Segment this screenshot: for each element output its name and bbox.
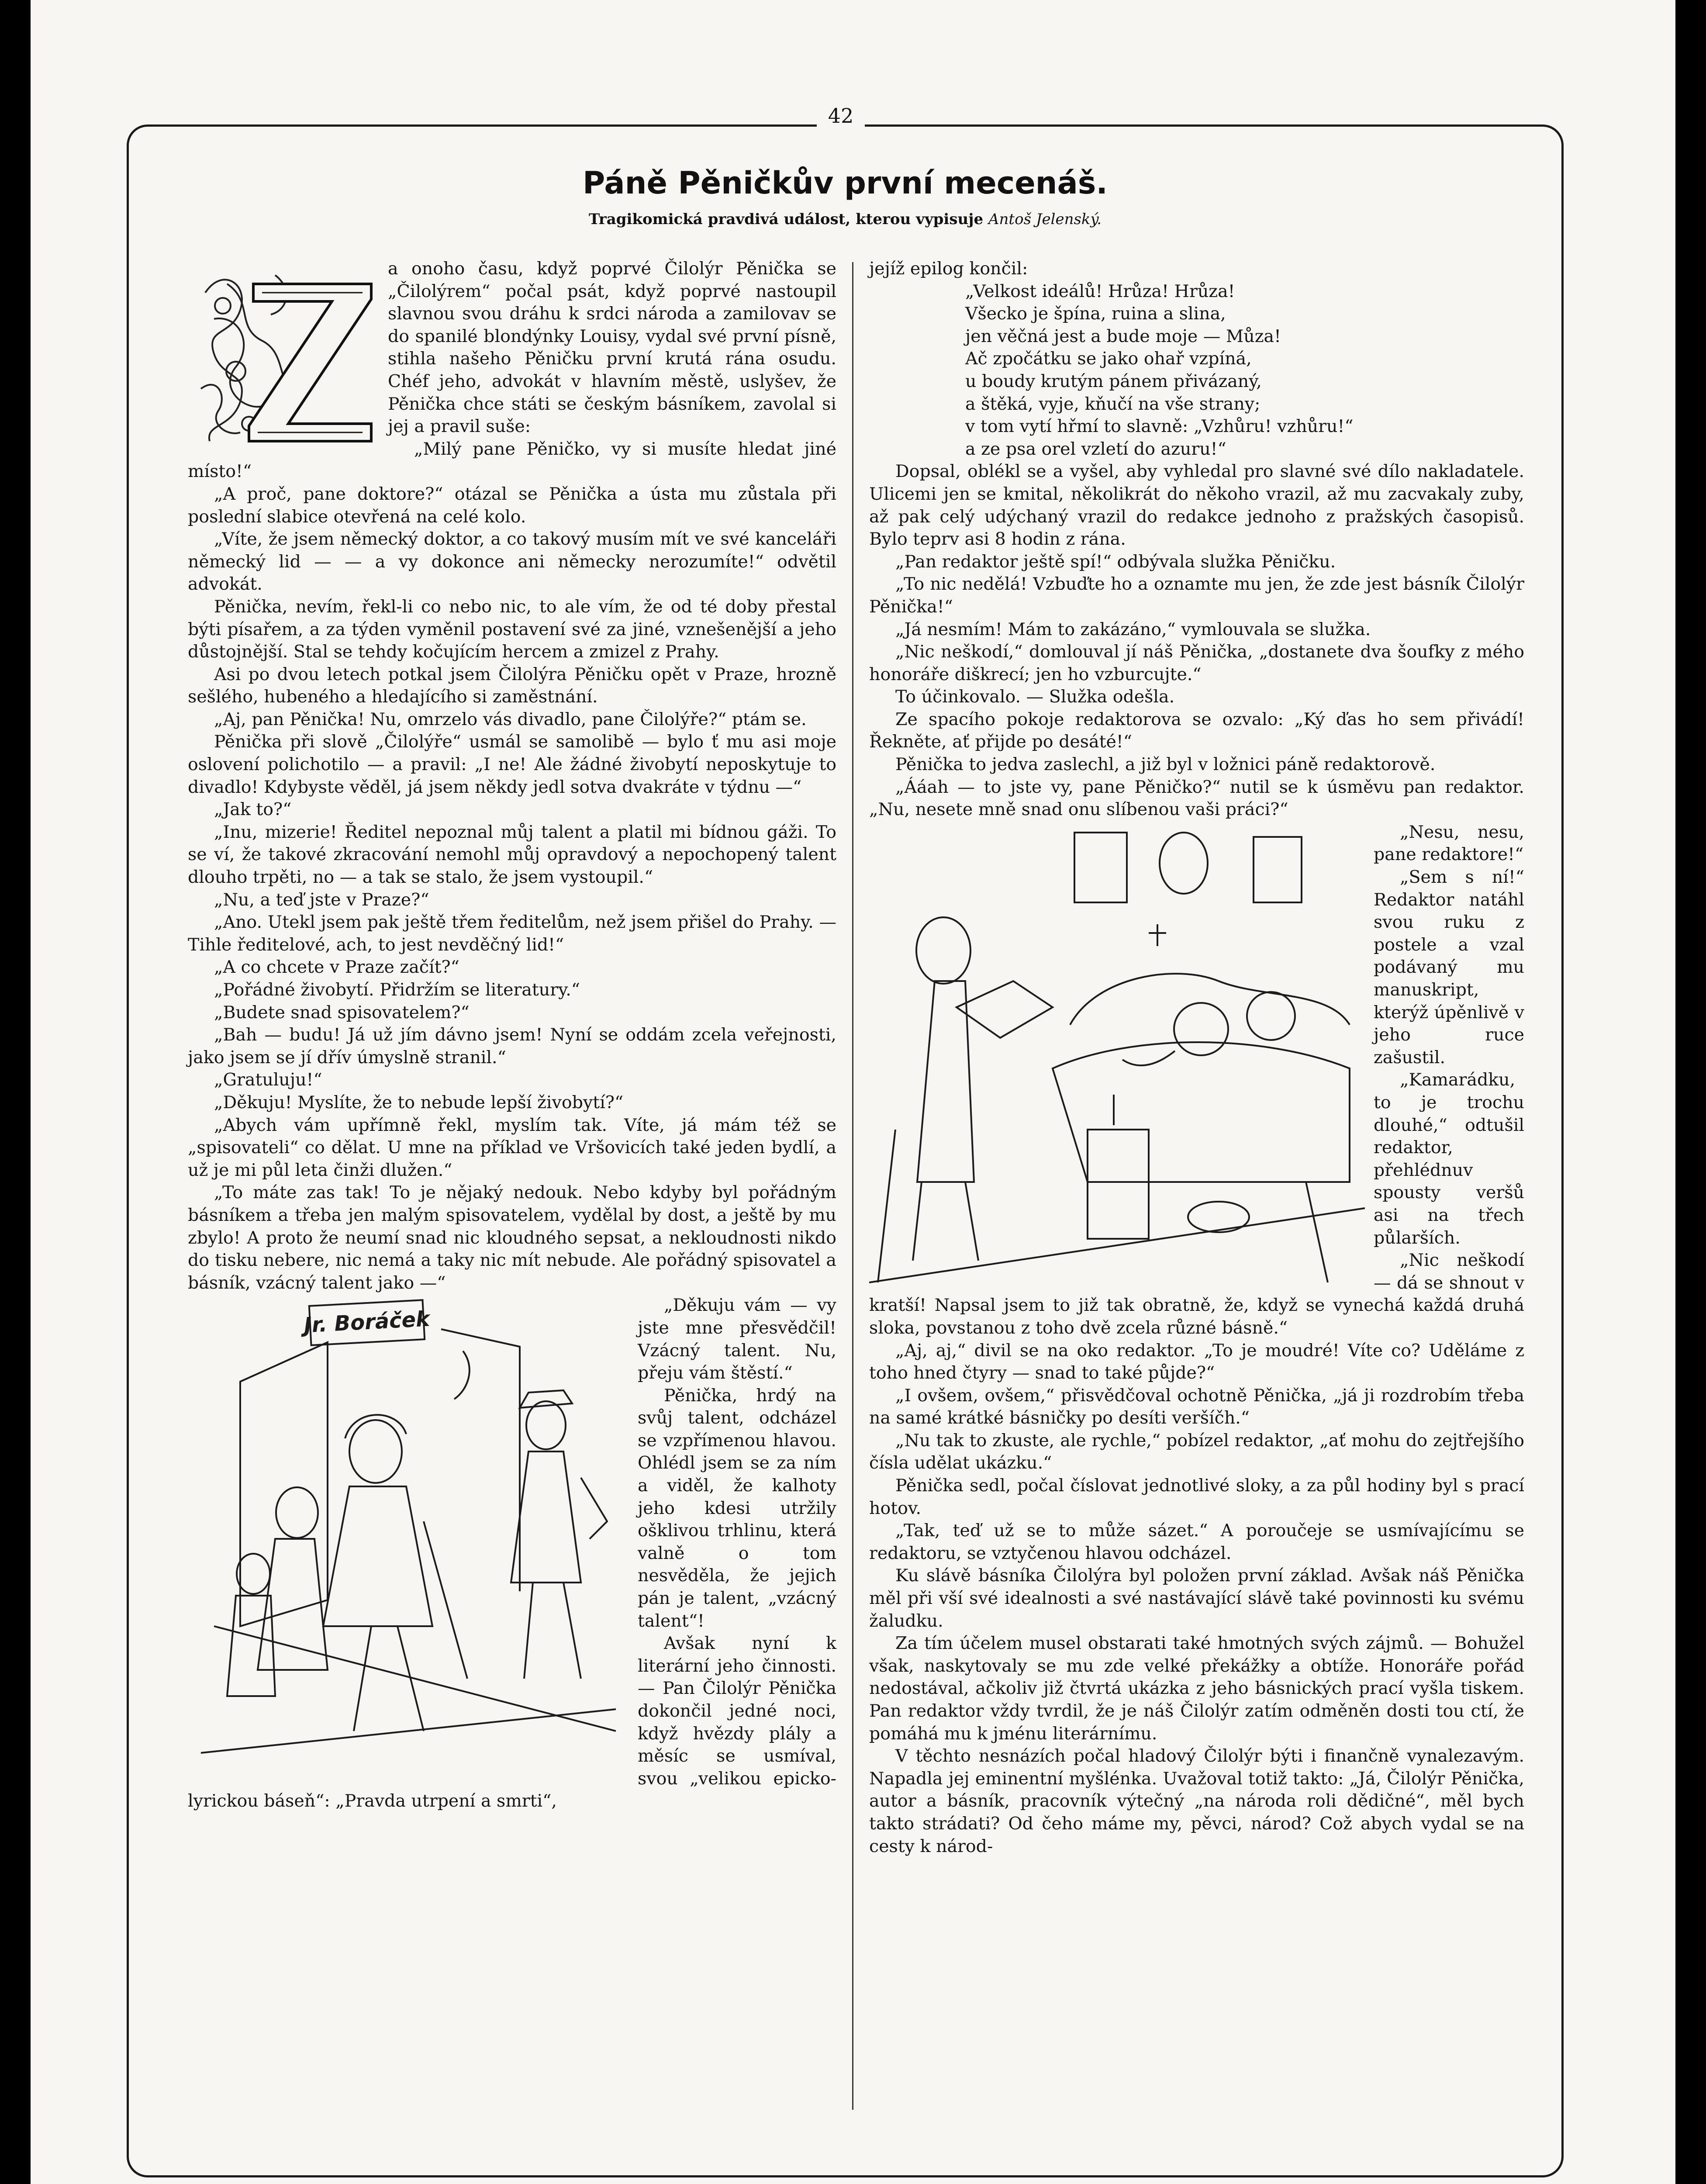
poem-line: a štěká, vyje, kňučí na vše strany;: [965, 394, 1261, 414]
ornamental-initial-image: [188, 258, 380, 450]
street-scene-illustration: [188, 1294, 629, 1766]
paragraph: „Kamarádku, to je trochu dlouhé,“ odtušil redaktor, přehlédnuv spousty veršů asi na třech půlarších.: [1374, 1070, 1524, 1248]
paragraph: „Abych vám upřímně řekl, myslím tak. Víte, já mám též se „spisovateli“ co dělat. U mne na příklad ve Vršovicích také jeden bydlí, a už je mi půl leta činži dlužen.“: [188, 1115, 836, 1180]
paragraph: Za tím účelem musel obstarati také hmotných svých zájmů. — Bohužel však, naskytovaly se mu zde velké překážky a obtíže. Honoráře pořád nedostával, ačkoliv již čtvrtá ukázka z jeho básnických prací vyšla tiskem. Pan redaktor vždy tvrdil, že je náš Čilolýr zatím odměněn dosti tou ctí, že pomáhá mu k jménu literárnímu.: [869, 1633, 1524, 1744]
drop-cap-initial: [188, 258, 380, 450]
paragraph: „Nu tak to zkuste, ale rychle,“ pobízel redaktor, „ať mohu do zejtřejšího čísla udělat ukázku.“: [869, 1430, 1524, 1473]
paragraph: „Pořádné živobytí. Přidržím se literatury.“: [214, 980, 580, 1000]
paragraph: „Jak to?“: [214, 799, 292, 820]
paragraph: Pěnička, hrdý na svůj talent, odcházel se vzpřímenou hlavou. Ohlédl jsem se za ním a viděl, že kalhoty jeho kdesi utržily ošklivou trhlinu, která valně o tom nesvěděla, že jejich pán je talent, „vzácný talent“!: [638, 1385, 836, 1631]
paragraph: Ku slávě básníka Čilolýra byl položen první základ. Avšak náš Pěnička měl při vší své idealnosti a své nastávající slávě také povinnosti ku svému žaludku.: [869, 1565, 1524, 1631]
paragraph: Pěnička to jedva zaslechl, a již byl v ložnici páně redaktorově.: [895, 754, 1436, 775]
paragraph: „Aj, aj,“ divil se na oko redaktor. „To je moudré! Víte co? Uděláme z toho hned čtyry — snad to také půjde?“: [869, 1340, 1524, 1383]
poem-line: „Velkost ideálů! Hrůza! Hrůza!: [965, 281, 1235, 301]
paragraph: „Inu, mizerie! Ředitel nepoznal můj talent a platil mi bídnou gáži. To se ví, že takové zkracování nemohl můj opravdový a nepochopený talent dlouho trpěti, no — a tak se stalo, že jsem vystoupil.“: [188, 822, 836, 888]
paragraph: „Víte, že jsem německý doktor, a co takový musím mít ve své kanceláři německý lid — — a vy dokonce ani německy nerozumíte!“ odvětil advokát.: [188, 529, 836, 594]
poem-line: v tom vytí hřmí to slavně: „Vzhůru! vzhůru!“: [965, 416, 1354, 437]
paragraph: a onoho času, když poprvé Čilolýr Pěnička se „Čilolýrem“ počal psát, když poprvé nastoupil slavnou svou dráhu k srdci národa a zamilovav se do spanilé blondýnky Louisy, vydal své první písně, stihla našeho Pěničku první krutá rána osudu. Chéf jeho, advokát v hlavním městě, uslyšev, že Pěnička chce státi se českým básníkem, zavolal si jej a pravil suše:: [388, 259, 836, 437]
paragraph: „Děkuju! Myslíte, že to nebude lepší živobytí?“: [214, 1092, 624, 1113]
paragraph: Dopsal, oblékl se a vyšel, aby vyhledal pro slavné své dílo nakladatele. Ulicemi jen se kmital, několikrát do někoho vrazil, až mu zacvakaly zuby, až pak celý udýchaný vrazil do redakce jednoho z pražských časopisů. Bylo teprv asi 8 hodin z rána.: [869, 461, 1524, 549]
poem-epilog: [869, 280, 1524, 461]
paragraph: „Nic neškodí — dá se shnout v kratší! Napsal jsem to již tak obratně, že, když se vynechá každá druhá sloka, povstanou z toho dvě zcela různé básně.“: [869, 1250, 1524, 1338]
article-title: Páně Pěničkův první mecenáš.: [583, 165, 1108, 201]
paragraph: „Budete snad spisovatelem?“: [214, 1002, 470, 1023]
bedroom-scene-drawing: [869, 824, 1365, 1287]
paragraph: „A proč, pane doktore?“ otázal se Pěnička a ústa mu zůstala při poslední slabice otevřená na celé kolo.: [188, 484, 836, 527]
paragraph: „Gratuluju!“: [214, 1070, 322, 1090]
subtitle-text: Tragikomická pravdivá událost, kterou vypisuje: [588, 211, 984, 228]
left-column: [188, 258, 836, 1813]
shop-sign-text: Jr. Boráček: [303, 1306, 431, 1338]
paragraph: „Nesu, nesu, pane redaktore!“: [1374, 822, 1524, 865]
paragraph: „A co chcete v Praze začít?“: [214, 957, 459, 978]
paragraph: Asi po dvou letech potkal jsem Čilolýra Pěničku opět v Praze, hrozně sešlého, hubeného a hledajícího si zaměstnání.: [188, 664, 836, 707]
author-name: Antoš Jelenský.: [988, 211, 1102, 228]
paragraph: Pěnička sedl, počal číslovat jednotlivé sloky, a za půl hodiny byl s prací hotov.: [869, 1476, 1524, 1518]
column-divider: [852, 262, 853, 2110]
paragraph: „Nic neškodí,“ domlouval jí náš Pěnička, „dostanete dva šoufky z mého honoráře diškrecí; jen ho vzburcujte.“: [869, 642, 1524, 684]
poem-line: u boudy krutým pánem přivázaný,: [965, 371, 1262, 391]
paragraph: „Ano. Utekl jsem pak ještě třem ředitelům, než jsem přišel do Prahy. — Tihle ředitelové, ach, to jest nevděčný lid!“: [188, 912, 836, 955]
poem-line: Všecko je špína, ruina a slina,: [965, 304, 1226, 324]
poem-line: jen věčná jest a bude moje — Můza!: [965, 326, 1281, 346]
paragraph: jejíž epilog končil:: [869, 259, 1028, 279]
paragraph: „Tak, teď už se to může sázet.“ A poroučeje se usmívajícímu se redaktoru, se vztyčenou hlavou odcházel.: [869, 1521, 1524, 1563]
paragraph: „Pan redaktor ještě spí!“ odbývala služka Pěničku.: [895, 551, 1336, 572]
paragraph: Ze spacího pokoje redaktorova se ozvalo: „Ký ďas ho sem přivádí! Řekněte, ať přijde po desáté!“: [869, 709, 1524, 752]
article-subtitle: [127, 211, 1564, 228]
page-number: 42: [817, 104, 865, 128]
paragraph: „To nic nedělá! Vzbuďte ho a oznamte mu jen, že zde jest básník Čilolýr Pěnička!“: [869, 574, 1524, 617]
street-scene-drawing: [188, 1294, 629, 1766]
bedroom-scene-illustration: [869, 824, 1365, 1287]
paragraph: „Milý pane Pěničko, vy si musíte hledat jiné místo!“: [188, 439, 836, 482]
paragraph: Avšak nyní k literární jeho činnosti. — Pan Čilolýr Pěnička dokončil jedné noci, když hvězdy plály a měsíc se usmíval, svou „velikou epicko-lyrickou báseň“: „Pravda utrpení a smrti“,: [188, 1633, 836, 1811]
paragraph: „Aj, pan Pěnička! Nu, omrzelo vás divadlo, pane Čilolýře?“ ptám se.: [214, 709, 807, 729]
paragraph: „I ovšem, ovšem,“ přisvědčoval ochotně Pěnička, „já ji rozdrobím třeba na samé krátké básničky po desíti veršíčh.“: [869, 1385, 1524, 1428]
paragraph: To účinkovalo. — Služka odešla.: [895, 687, 1175, 707]
paragraph: Pěnička při slově „Čilolýře“ usmál se samolibě — bylo ť mu asi moje oslovení polichotilo — a pravil: „I ne! Ale žádné živobytí neposkytuje to divadlo! Kdybyste věděl, já jsem někdy jedl sotva dvakráte v týdnu —“: [188, 732, 836, 797]
paragraph: „To máte zas tak! To je nějaký nedouk. Nebo kdyby byl pořádným básníkem a třeba jen malým spisovatelem, vydělal by dost, a ještě by mu zbylo! A proto že neumí snad nic kloudného sepsat, a nekloudnosti nikdo do tisku nebere, nic nemá a taky nic mít nebude. Ale pořádný spisovatel a básník, vzácný talent jako —“: [188, 1182, 836, 1293]
paragraph: Pěnička, nevím, řekl-li co nebo nic, to ale vím, že od té doby přestal býti písařem, a za týden vyměnil postavení své za jiné, vznešenější a jeho důstojnější. Stal se tehdy kočujícím hercem a zmizel z Prahy.: [188, 596, 836, 662]
right-column: [869, 258, 1524, 1858]
paragraph: „Já nesmím! Mám to zakázáno,“ vymlouvala se služka.: [895, 619, 1371, 639]
poem-line: a ze psa orel vzletí do azuru!“: [965, 439, 1226, 459]
paragraph: „Bah — budu! Já už jím dávno jsem! Nyní se oddám zcela veřejnosti, jako jsem se jí dřív úmyslně stranil.“: [188, 1025, 836, 1068]
paragraph: „Nu, a teď jste v Praze?“: [214, 889, 429, 910]
paragraph: „Sem s ní!“ Redaktor natáhl svou ruku z postele a vzal podávaný mu manuskript, kterýž úpěnlivě v jeho ruce zašustil.: [1374, 867, 1524, 1068]
paragraph: V těchto nesnázích počal hladový Čilolýr býti i finančně vynalezavým. Napadla jej eminentní myšlénka. Uvažoval totiž takto: „Já, Čilolýr Pěnička, autor a básník, pracovník výtečný „na národa roli dědičné“, měl bych takto strádati? Od čeho máme my, pěvci, národ? Což abych vydal se na cesty k národ-: [869, 1746, 1524, 1856]
poem-line: Ač zpočátku se jako ohař vzpíná,: [965, 349, 1252, 369]
paragraph: „Ááah — to jste vy, pane Pěničko?“ nutil se k úsměvu pan redaktor. „Nu, nesete mně snad onu slíbenou vaši práci?“: [869, 777, 1524, 820]
paragraph: „Děkuju vám — vy jste mne přesvědčil! Vzácný talent. Nu, přeju vám štěstí.“: [638, 1295, 836, 1383]
